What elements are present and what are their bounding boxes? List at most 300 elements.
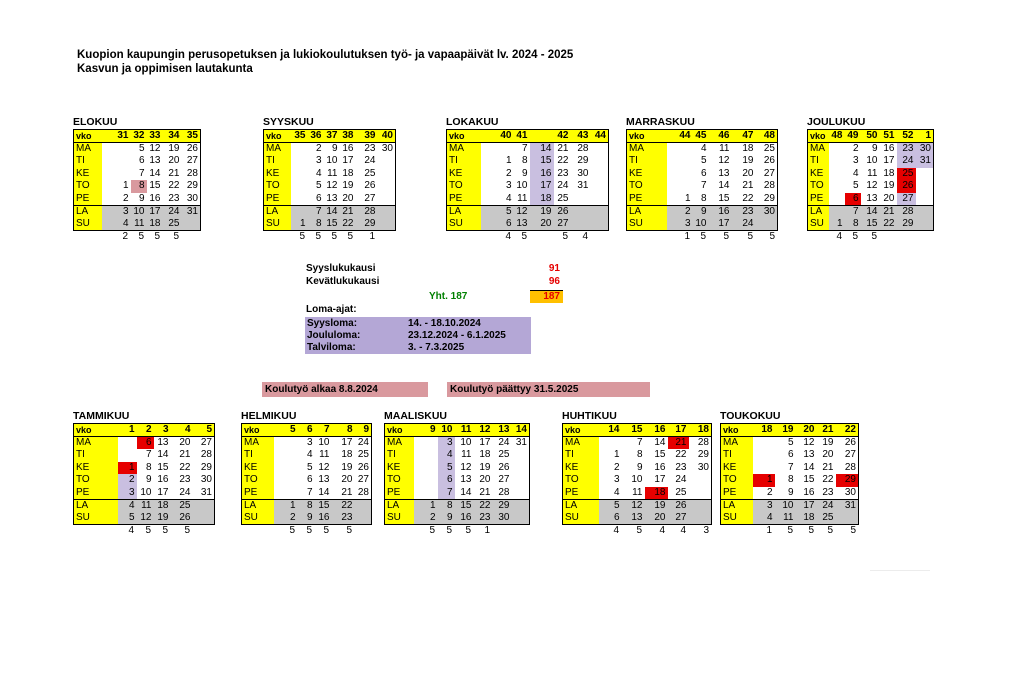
day-cell	[591, 168, 609, 181]
day-cell: 28	[186, 167, 198, 179]
month-marraskuu	[626, 116, 778, 243]
day-row	[74, 155, 201, 168]
day-cell: 4	[306, 449, 313, 461]
day-cell: 20	[645, 512, 668, 525]
week-number: 48	[756, 130, 778, 143]
day-cell: 30	[493, 512, 512, 525]
week-number: 11	[455, 424, 474, 437]
day-cell: 16	[342, 143, 354, 154]
weekday-label: PE	[563, 487, 599, 500]
day-cell	[571, 205, 591, 218]
day-cell: 19	[822, 437, 834, 448]
day-cell: 26	[844, 437, 856, 448]
day-cell: 8	[145, 461, 152, 473]
day-cell: 6	[700, 167, 707, 179]
day-cell: 3	[306, 437, 313, 448]
week-number-row	[447, 130, 609, 143]
week-number: 43	[571, 130, 591, 143]
day-cell	[414, 449, 438, 462]
week-number: 42	[554, 130, 571, 143]
day-cell: 1	[291, 218, 308, 231]
day-cell: 24	[498, 437, 510, 448]
day-cell: 16	[883, 143, 895, 154]
day-cell: 23	[557, 167, 569, 179]
weekday-label: TO	[242, 474, 274, 487]
week-number: 32	[131, 130, 147, 143]
day-cell	[571, 218, 591, 231]
day-cell: 8	[693, 193, 709, 206]
week-number: 50	[861, 130, 880, 143]
day-cell: 31	[836, 499, 859, 512]
day-cell: 12	[514, 205, 530, 218]
week-number-row	[242, 424, 372, 437]
day-cell: 2	[414, 512, 438, 525]
day-row	[264, 168, 396, 181]
day-cell: 16	[709, 205, 732, 218]
month-lokakuu	[446, 116, 609, 243]
weekday-label: PE	[264, 193, 291, 206]
day-row	[721, 499, 859, 512]
day-cell: 16	[157, 474, 169, 486]
day-cell: 17	[147, 205, 163, 218]
school-day-counts	[562, 525, 711, 537]
week-label: vko	[264, 130, 291, 143]
day-cell: 3	[315, 155, 322, 167]
week-number-row	[74, 424, 215, 437]
day-cell: 23	[817, 487, 836, 500]
weekday-label: PE	[385, 487, 414, 500]
day-row	[627, 155, 778, 168]
day-cell: 15	[861, 218, 880, 231]
day-cell: 29	[493, 499, 512, 512]
day-cell: 29	[200, 461, 212, 473]
weekday-label: LA	[242, 499, 274, 512]
day-cell	[378, 168, 396, 181]
day-cell: 22	[880, 218, 897, 231]
day-cell: 9	[298, 512, 315, 525]
school-day-count: 5	[323, 524, 329, 536]
day-cell: 22	[474, 499, 493, 512]
week-number-row	[627, 130, 778, 143]
day-cell: 21	[474, 487, 493, 500]
day-cell: 9	[636, 461, 643, 473]
day-cell: 3	[753, 499, 775, 512]
day-cell: 26	[171, 512, 193, 525]
school-day-count: 1	[684, 230, 690, 242]
day-cell: 27	[554, 218, 571, 231]
day-cell: 13	[803, 449, 815, 461]
day-cell	[591, 155, 609, 168]
day-cell: 8	[131, 180, 147, 193]
month-name: ELOKUU	[73, 116, 118, 128]
day-cell: 9	[521, 167, 528, 179]
week-number-row	[74, 130, 201, 143]
day-cell: 4	[102, 218, 131, 231]
school-day-count: 5	[184, 524, 190, 536]
day-cell: 2	[667, 205, 693, 218]
day-cell: 13	[318, 474, 330, 486]
day-cell: 27	[357, 474, 369, 486]
day-cell: 26	[498, 461, 510, 473]
day-cell: 31	[182, 205, 201, 218]
day-cell: 20	[530, 218, 554, 231]
day-cell: 7	[636, 437, 643, 448]
day-cell: 6	[787, 449, 794, 461]
weekday-label: LA	[721, 499, 753, 512]
day-cell: 30	[200, 474, 212, 486]
month-syyskuu	[263, 116, 396, 243]
week-label: vko	[385, 424, 414, 437]
month-table	[73, 129, 201, 231]
day-cell: 12	[718, 155, 730, 167]
weekday-label: MA	[242, 437, 274, 450]
week-number: 15	[622, 424, 645, 437]
weekday-label: TO	[627, 180, 667, 193]
day-cell: 12	[866, 180, 878, 192]
day-cell: 18	[883, 167, 895, 179]
day-cell	[291, 143, 308, 156]
week-number: 35	[182, 130, 201, 143]
week-number: 40	[481, 130, 514, 143]
weekday-label: KE	[627, 168, 667, 181]
day-row	[264, 218, 396, 231]
day-row	[242, 512, 372, 525]
day-cell	[274, 437, 298, 450]
holiday-label: Joululoma:	[307, 330, 361, 341]
day-row	[74, 449, 215, 462]
day-cell: 15	[315, 499, 332, 512]
day-cell: 17	[479, 437, 491, 448]
day-row	[264, 180, 396, 193]
holiday-autumn	[305, 318, 531, 330]
day-row	[721, 474, 859, 487]
day-cell: 9	[145, 474, 152, 486]
day-cell: 16	[530, 168, 554, 181]
day-cell: 4	[753, 512, 775, 525]
school-day-count: 5	[331, 230, 337, 242]
day-cell: 15	[324, 218, 340, 231]
weekday-label: KE	[74, 168, 102, 181]
day-cell: 20	[168, 155, 180, 167]
month-name: TAMMIKUU	[73, 410, 130, 422]
day-cell: 2	[753, 487, 775, 500]
school-day-count: 4	[582, 230, 588, 242]
day-cell: 5	[306, 461, 313, 473]
day-cell	[102, 143, 131, 156]
day-cell: 24	[557, 180, 569, 192]
document-subtitle: Kasvun ja oppimisen lautakunta	[77, 63, 253, 75]
week-number	[530, 130, 554, 143]
day-cell: 18	[154, 499, 171, 512]
day-row	[74, 180, 201, 193]
day-cell: 1	[118, 462, 137, 475]
day-cell: 20	[880, 193, 897, 206]
day-row	[74, 218, 201, 231]
day-cell: 11	[137, 499, 154, 512]
month-maaliskuu	[384, 410, 530, 537]
school-day-counts	[626, 231, 777, 243]
weekday-label: TO	[721, 474, 753, 487]
week-number: 44	[591, 130, 609, 143]
day-cell: 20	[179, 437, 191, 448]
month-name: TOUKOKUU	[720, 410, 781, 422]
school-day-counts	[384, 525, 529, 537]
day-row	[808, 205, 934, 218]
week-number: 10	[438, 424, 455, 437]
day-row	[242, 487, 372, 500]
day-row	[721, 512, 859, 525]
day-cell: 4	[599, 487, 622, 500]
day-cell	[667, 143, 693, 156]
day-cell	[102, 155, 131, 168]
weekday-label: SU	[627, 218, 667, 231]
day-cell: 23	[332, 512, 355, 525]
day-cell: 6	[137, 437, 154, 450]
day-cell: 31	[916, 155, 934, 168]
month-name: MAALISKUU	[384, 410, 447, 422]
school-day-count: 1	[766, 524, 772, 536]
day-cell	[378, 180, 396, 193]
day-cell: 10	[631, 474, 643, 486]
day-cell: 17	[654, 474, 666, 486]
month-table	[263, 129, 396, 231]
day-cell: 27	[356, 193, 378, 206]
day-cell: 10	[693, 218, 709, 231]
weekday-label: KE	[721, 462, 753, 475]
day-cell	[591, 143, 609, 156]
day-row	[74, 487, 215, 500]
day-row	[447, 180, 609, 193]
day-cell: 15	[530, 155, 554, 168]
week-label: vko	[74, 424, 118, 437]
day-row	[721, 462, 859, 475]
school-day-count: 4	[659, 524, 665, 536]
day-cell: 29	[756, 193, 778, 206]
weekday-label: KE	[385, 462, 414, 475]
school-day-count: 5	[787, 524, 793, 536]
day-row	[627, 218, 778, 231]
school-day-count	[354, 525, 371, 537]
month-table	[720, 423, 859, 525]
day-cell: 2	[315, 143, 322, 154]
day-cell	[667, 168, 693, 181]
day-cell: 8	[298, 499, 315, 512]
day-row	[74, 499, 215, 512]
day-row	[563, 474, 712, 487]
day-cell	[102, 168, 131, 181]
day-cell: 23	[179, 474, 191, 486]
day-cell: 4	[438, 449, 455, 462]
day-cell: 4	[700, 143, 707, 154]
day-row	[74, 205, 201, 218]
weekday-label: LA	[264, 205, 291, 218]
day-cell: 11	[327, 167, 338, 179]
month-name: JOULUKUU	[807, 116, 866, 128]
day-cell	[571, 193, 591, 206]
weekday-label: PE	[627, 193, 667, 206]
week-number: 18	[689, 424, 712, 437]
day-cell	[512, 449, 530, 462]
day-cell: 1	[122, 180, 129, 192]
day-cell: 10	[516, 180, 528, 192]
day-cell: 27	[498, 474, 510, 486]
day-cell: 23	[897, 143, 916, 156]
day-cell: 28	[577, 143, 589, 154]
day-cell: 24	[357, 437, 369, 448]
weekday-label: MA	[264, 143, 291, 156]
day-cell: 8	[845, 218, 861, 231]
weekday-label: KE	[242, 462, 274, 475]
day-cell: 3	[613, 474, 620, 486]
school-day-count: 5	[162, 524, 168, 536]
day-cell: 14	[149, 167, 161, 179]
month-elokuu	[73, 116, 201, 243]
weekday-label: LA	[385, 499, 414, 512]
day-cell	[591, 205, 609, 218]
day-cell: 25	[554, 193, 571, 206]
day-cell: 7	[521, 143, 528, 154]
day-row	[808, 143, 934, 156]
day-cell: 4	[481, 193, 514, 206]
day-cell: 20	[479, 474, 491, 486]
day-cell	[512, 462, 530, 475]
day-cell: 20	[341, 474, 353, 486]
weekday-label: LA	[808, 205, 829, 218]
week-number: 44	[667, 130, 693, 143]
school-day-count: 5	[827, 524, 833, 536]
weekday-label: TI	[627, 155, 667, 168]
day-row	[385, 449, 530, 462]
day-cell	[193, 512, 215, 525]
day-cell: 18	[530, 193, 554, 206]
day-cell: 12	[318, 461, 330, 473]
day-row	[808, 168, 934, 181]
holidays-title: Loma-ajat:	[306, 304, 357, 315]
week-number: 9	[355, 424, 372, 437]
school-day-count: 4	[613, 524, 619, 536]
day-cell: 22	[732, 193, 756, 206]
day-cell: 14	[315, 487, 332, 500]
day-cell: 5	[700, 155, 707, 167]
day-row	[264, 155, 396, 168]
school-day-count	[181, 231, 200, 243]
day-cell	[829, 180, 845, 193]
day-cell: 25	[817, 512, 836, 525]
document-title: Kuopion kaupungin perusopetuksen ja lukiokoulutuksen työ- ja vapaapäivät lv. 2024 - 2025	[77, 49, 574, 61]
day-row	[74, 168, 201, 181]
autumn-term-days: 91	[548, 263, 560, 274]
school-day-count: 5	[723, 230, 729, 242]
day-cell: 10	[326, 155, 338, 167]
weekday-label: PE	[74, 193, 102, 206]
weekday-label: SU	[808, 218, 829, 231]
day-cell: 6	[306, 474, 313, 486]
weekday-label: MA	[385, 437, 414, 450]
week-number: 41	[514, 130, 530, 143]
day-cell: 13	[157, 437, 169, 448]
holidays-box	[305, 317, 531, 354]
school-day-count: 5	[138, 230, 144, 242]
weekday-label: SU	[264, 218, 291, 231]
day-cell: 26	[668, 499, 689, 512]
month-tammikuu	[73, 410, 215, 537]
day-cell: 11	[514, 193, 530, 206]
day-row	[74, 474, 215, 487]
day-row	[447, 143, 609, 156]
week-number: 1	[916, 130, 934, 143]
day-cell: 15	[709, 193, 732, 206]
week-number: 17	[668, 424, 689, 437]
school-day-count	[492, 525, 511, 537]
day-cell: 1	[414, 499, 438, 512]
day-cell: 14	[803, 461, 815, 473]
weekday-label: SU	[74, 218, 102, 231]
day-cell	[291, 193, 308, 206]
day-cell: 11	[719, 143, 730, 154]
day-row	[627, 180, 778, 193]
day-row	[74, 143, 201, 156]
weekday-label: MA	[447, 143, 481, 156]
day-cell	[689, 512, 712, 525]
day-cell: 5	[315, 180, 322, 192]
day-cell: 16	[654, 461, 666, 473]
school-day-count	[896, 231, 915, 243]
week-number: 40	[378, 130, 396, 143]
weekday-label: LA	[447, 205, 481, 218]
day-row	[808, 193, 934, 206]
month-table	[562, 423, 712, 525]
total-days: 187	[530, 290, 563, 303]
weekday-label: TO	[264, 180, 291, 193]
school-start-banner: Koulutyö alkaa 8.8.2024	[262, 382, 428, 397]
day-cell: 10	[318, 437, 330, 448]
day-cell: 24	[364, 155, 376, 167]
day-cell: 12	[326, 180, 338, 192]
month-name: MARRASKUU	[626, 116, 695, 128]
day-cell: 19	[154, 512, 171, 525]
day-cell: 1	[274, 499, 298, 512]
day-cell: 7	[145, 449, 152, 461]
week-number: 45	[693, 130, 709, 143]
month-table	[626, 129, 778, 231]
day-cell: 23	[364, 143, 376, 154]
day-cell: 30	[381, 143, 393, 154]
total-label: Yht. 187	[429, 291, 468, 302]
day-cell	[291, 155, 308, 168]
week-label: vko	[627, 130, 667, 143]
day-cell: 23	[163, 193, 182, 206]
weekday-label: TI	[447, 155, 481, 168]
day-cell	[118, 449, 137, 462]
day-cell: 9	[871, 143, 878, 154]
school-day-count: 1	[484, 524, 490, 536]
day-cell: 2	[613, 461, 620, 473]
day-cell	[591, 218, 609, 231]
day-cell: 26	[554, 205, 571, 218]
day-cell	[667, 180, 693, 193]
day-cell: 18	[342, 167, 354, 179]
day-row	[447, 193, 609, 206]
weekday-label: SU	[563, 512, 599, 525]
day-cell: 7	[438, 487, 455, 500]
day-cell: 11	[867, 167, 878, 179]
week-number: 7	[315, 424, 332, 437]
day-cell: 29	[897, 218, 916, 231]
weekday-label: PE	[721, 487, 753, 500]
day-cell	[689, 487, 712, 500]
week-number: 35	[291, 130, 308, 143]
day-cell: 19	[742, 155, 754, 167]
